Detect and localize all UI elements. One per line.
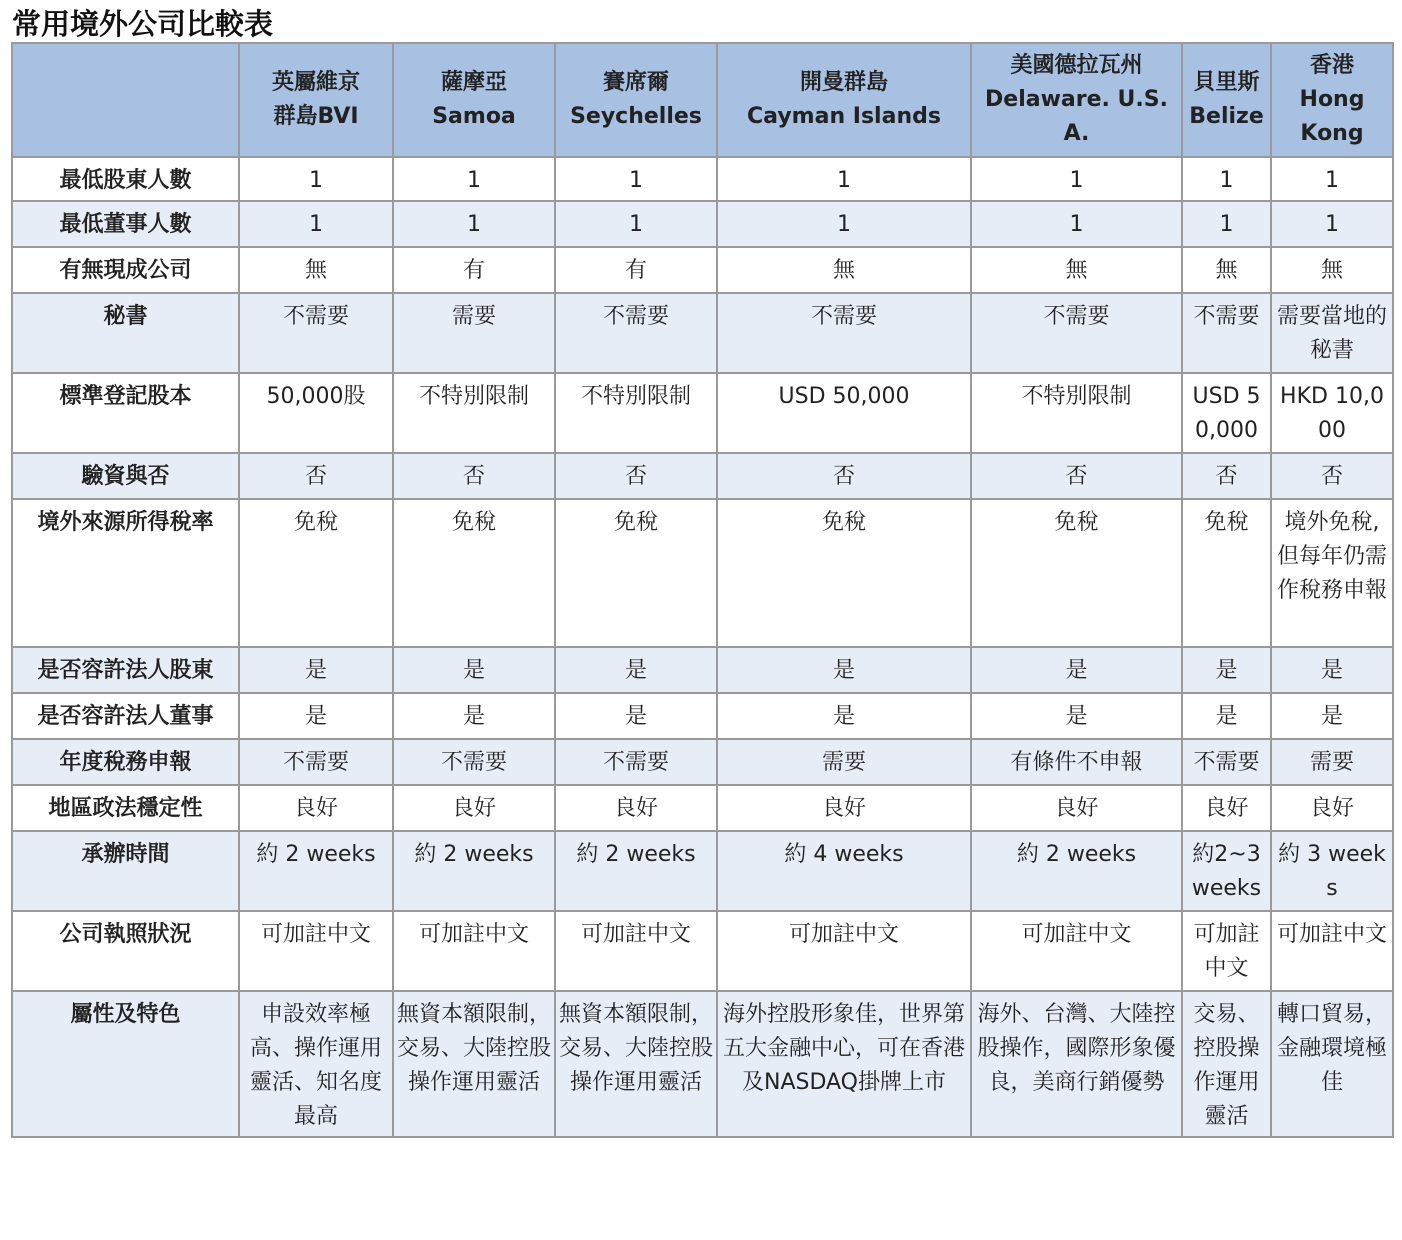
table-cell: 是 bbox=[717, 693, 971, 739]
table-cell: 否 bbox=[971, 453, 1182, 499]
table-cell: 約 2 weeks bbox=[971, 831, 1182, 911]
table-row bbox=[12, 157, 1393, 201]
table-row bbox=[12, 499, 1393, 647]
table-cell: 不特別限制 bbox=[393, 373, 555, 453]
row-header: 是否容許法人股東 bbox=[12, 647, 239, 693]
table-cell: HKD 10,000 bbox=[1271, 373, 1393, 453]
row-header: 有無現成公司 bbox=[12, 247, 239, 293]
table-cell: 可加註中文 bbox=[1182, 911, 1271, 991]
table-cell: 無資本額限制，交易、大陸控股操作運用靈活 bbox=[555, 991, 717, 1137]
column-header-seychelles: 賽席爾 Seychelles bbox=[555, 43, 717, 157]
table-cell: 不需要 bbox=[1182, 739, 1271, 785]
table-cell: 無 bbox=[239, 247, 393, 293]
table-cell: 1 bbox=[1271, 201, 1393, 247]
table-cell: 否 bbox=[1182, 453, 1271, 499]
row-header: 標準登記股本 bbox=[12, 373, 239, 453]
table-cell: 可加註中文 bbox=[393, 911, 555, 991]
table-cell: 良好 bbox=[1271, 785, 1393, 831]
table-cell: 1 bbox=[717, 201, 971, 247]
table-cell: 1 bbox=[971, 201, 1182, 247]
table-cell: 海外、台灣、大陸控股操作，國際形象優良，美商行銷優勢 bbox=[971, 991, 1182, 1137]
table-cell: 良好 bbox=[971, 785, 1182, 831]
table-cell: 50,000股 bbox=[239, 373, 393, 453]
table-cell: USD 50,000 bbox=[717, 373, 971, 453]
table-cell: 需要 bbox=[1271, 739, 1393, 785]
table-cell: 否 bbox=[1271, 453, 1393, 499]
table-cell: 是 bbox=[393, 693, 555, 739]
table-cell: 是 bbox=[971, 693, 1182, 739]
table-row bbox=[12, 647, 1393, 693]
table-cell: 1 bbox=[393, 201, 555, 247]
row-header: 承辦時間 bbox=[12, 831, 239, 911]
table-cell: 約 2 weeks bbox=[555, 831, 717, 911]
table-cell: 申設效率極高、操作運用靈活、知名度最高 bbox=[239, 991, 393, 1137]
table-cell: 不需要 bbox=[239, 293, 393, 373]
row-header: 屬性及特色 bbox=[12, 991, 239, 1137]
table-cell: 無 bbox=[717, 247, 971, 293]
column-header-cayman: 開曼群島 Cayman Islands bbox=[717, 43, 971, 157]
table-cell: 1 bbox=[393, 157, 555, 201]
table-cell: 是 bbox=[971, 647, 1182, 693]
table-cell: 海外控股形象佳，世界第五大金融中心，可在香港及NASDAQ掛牌上市 bbox=[717, 991, 971, 1137]
table-row bbox=[12, 991, 1393, 1137]
row-header: 公司執照狀況 bbox=[12, 911, 239, 991]
table-cell: 1 bbox=[239, 201, 393, 247]
table-row bbox=[12, 293, 1393, 373]
table-cell: 不需要 bbox=[555, 293, 717, 373]
table-cell: 境外免稅,但每年仍需作稅務申報 bbox=[1271, 499, 1393, 647]
table-cell: 否 bbox=[393, 453, 555, 499]
table-row bbox=[12, 453, 1393, 499]
table-cell: 良好 bbox=[555, 785, 717, 831]
row-header: 驗資與否 bbox=[12, 453, 239, 499]
header-row bbox=[12, 43, 1393, 157]
table-row bbox=[12, 831, 1393, 911]
table-cell: 是 bbox=[1271, 647, 1393, 693]
table-cell: 否 bbox=[717, 453, 971, 499]
table-cell: 交易、控股操作運用靈活 bbox=[1182, 991, 1271, 1137]
table-cell: 1 bbox=[1182, 157, 1271, 201]
table-cell: 可加註中文 bbox=[1271, 911, 1393, 991]
table-cell: 良好 bbox=[393, 785, 555, 831]
row-header: 最低股東人數 bbox=[12, 157, 239, 201]
table-cell: 不需要 bbox=[1182, 293, 1271, 373]
column-header-hong-kong: 香港 Hong Kong bbox=[1271, 43, 1393, 157]
table-cell: 免稅 bbox=[555, 499, 717, 647]
table-cell: 否 bbox=[239, 453, 393, 499]
table-cell: 有 bbox=[555, 247, 717, 293]
table-cell: 無 bbox=[971, 247, 1182, 293]
table-cell: 1 bbox=[717, 157, 971, 201]
table-cell: 約 4 weeks bbox=[717, 831, 971, 911]
table-cell: 不需要 bbox=[393, 739, 555, 785]
table-cell: 是 bbox=[555, 693, 717, 739]
table-cell: 需要 bbox=[393, 293, 555, 373]
table-row bbox=[12, 739, 1393, 785]
column-header-belize: 貝里斯 Belize bbox=[1182, 43, 1271, 157]
column-header-samoa: 薩摩亞 Samoa bbox=[393, 43, 555, 157]
table-cell: 可加註中文 bbox=[239, 911, 393, 991]
table-cell: 良好 bbox=[239, 785, 393, 831]
table-row bbox=[12, 785, 1393, 831]
table-cell: 是 bbox=[393, 647, 555, 693]
table-cell: 良好 bbox=[717, 785, 971, 831]
table-cell: 轉口貿易，金融環境極佳 bbox=[1271, 991, 1393, 1137]
table-cell: 免稅 bbox=[717, 499, 971, 647]
table-cell: 有條件不申報 bbox=[971, 739, 1182, 785]
table-cell: 無資本額限制，交易、大陸控股操作運用靈活 bbox=[393, 991, 555, 1137]
table-cell: 約 3 weeks bbox=[1271, 831, 1393, 911]
table-cell: 1 bbox=[239, 157, 393, 201]
column-header-delaware: 美國德拉瓦州 Delaware. U.S.A. bbox=[971, 43, 1182, 157]
table-cell: 是 bbox=[555, 647, 717, 693]
row-header: 是否容許法人董事 bbox=[12, 693, 239, 739]
row-header: 最低董事人數 bbox=[12, 201, 239, 247]
page-title: 常用境外公司比較表 bbox=[12, 7, 274, 41]
table-cell: 1 bbox=[1271, 157, 1393, 201]
table-cell: 是 bbox=[1271, 693, 1393, 739]
table-cell: 無 bbox=[1182, 247, 1271, 293]
table-cell: 需要 bbox=[717, 739, 971, 785]
column-header-bvi: 英屬維京 群島BVI bbox=[239, 43, 393, 157]
table-row bbox=[12, 373, 1393, 453]
table-cell: 約 2 weeks bbox=[239, 831, 393, 911]
table-cell: 免稅 bbox=[393, 499, 555, 647]
table-cell: 免稅 bbox=[239, 499, 393, 647]
table-cell: 約 2 weeks bbox=[393, 831, 555, 911]
table-cell: 是 bbox=[1182, 693, 1271, 739]
table-cell: 不特別限制 bbox=[555, 373, 717, 453]
table-cell: 不需要 bbox=[717, 293, 971, 373]
table-cell: 需要當地的秘書 bbox=[1271, 293, 1393, 373]
comparison-table bbox=[11, 42, 1394, 1138]
table-cell: 1 bbox=[555, 201, 717, 247]
table-cell: 良好 bbox=[1182, 785, 1271, 831]
table-cell: 是 bbox=[1182, 647, 1271, 693]
table-cell: 不需要 bbox=[239, 739, 393, 785]
table-cell: 約2~3 weeks bbox=[1182, 831, 1271, 911]
table-cell: 無 bbox=[1271, 247, 1393, 293]
table-cell: 是 bbox=[239, 693, 393, 739]
table-cell: 不特別限制 bbox=[971, 373, 1182, 453]
table-row bbox=[12, 911, 1393, 991]
table-cell: 可加註中文 bbox=[555, 911, 717, 991]
table-cell: USD 50,000 bbox=[1182, 373, 1271, 453]
row-header: 地區政法穩定性 bbox=[12, 785, 239, 831]
row-header: 境外來源所得稅率 bbox=[12, 499, 239, 647]
table-cell: 免稅 bbox=[971, 499, 1182, 647]
corner-header-cell bbox=[12, 43, 239, 157]
table-cell: 是 bbox=[717, 647, 971, 693]
table-row bbox=[12, 247, 1393, 293]
row-header: 年度稅務申報 bbox=[12, 739, 239, 785]
table-cell: 1 bbox=[555, 157, 717, 201]
table-cell: 可加註中文 bbox=[717, 911, 971, 991]
table-cell: 是 bbox=[239, 647, 393, 693]
table-cell: 可加註中文 bbox=[971, 911, 1182, 991]
table-cell: 否 bbox=[555, 453, 717, 499]
table-cell: 不需要 bbox=[971, 293, 1182, 373]
table-cell: 1 bbox=[971, 157, 1182, 201]
table-cell: 免稅 bbox=[1182, 499, 1271, 647]
table-row bbox=[12, 693, 1393, 739]
table-cell: 有 bbox=[393, 247, 555, 293]
table-row bbox=[12, 201, 1393, 247]
table-cell: 1 bbox=[1182, 201, 1271, 247]
row-header: 秘書 bbox=[12, 293, 239, 373]
table-cell: 不需要 bbox=[555, 739, 717, 785]
